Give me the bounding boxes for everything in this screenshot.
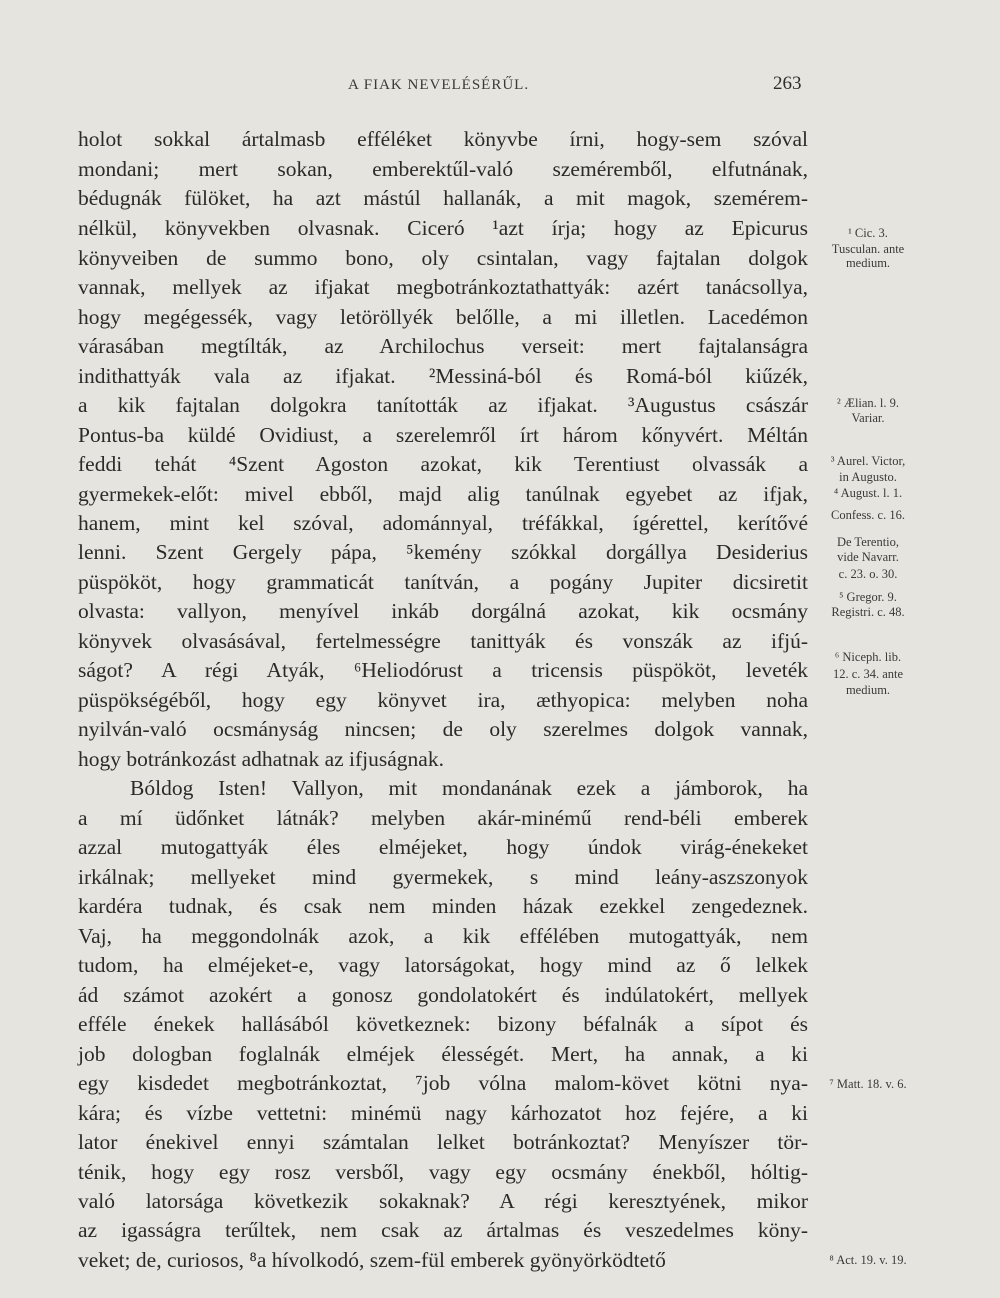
margin-note: vide Navarr. — [837, 550, 899, 564]
text-line: mondani; mert sokan, emberektűl-való szeméremből, elfutnának, — [78, 157, 808, 181]
text-line: irkálnak; mellyeket mind gyermekek, s mind leány-aszszonyok — [78, 865, 808, 889]
margin-note: ¹ Cic. 3. — [848, 226, 888, 240]
text-line: nyilván-való ocsmányság nincsen; de oly szerelmes dolgok vannak, — [78, 717, 808, 741]
text-line: ténik, hogy egy rosz versből, vagy egy ocsmány énekből, hóltig- — [78, 1160, 808, 1184]
margin-note: ⁴ August. l. 1. — [833, 486, 903, 500]
margin-note: Confess. c. 16. — [831, 508, 905, 522]
margin-note: ² Ælian. l. 9. — [836, 396, 900, 410]
margin-note: c. 23. o. 30. — [838, 567, 898, 581]
text-line: a mí üdőnket látnák? melyben akár-minémű rend-béli emberek — [78, 806, 808, 830]
text-line: Pontus-ba küldé Ovidiust, a szerelemről írt három kőnyvért. Méltán — [78, 423, 808, 447]
text-line: Vaj, ha meggondolnák azok, a kik effélében mutogattyák, nem — [78, 924, 808, 948]
text-line: holot sokkal ártalmasb efféléket könyvbe írni, hogy-sem szóval — [78, 127, 808, 151]
page-number: 263 — [773, 73, 802, 94]
margin-note: 12. c. 34. ante — [832, 667, 904, 681]
text-line: egy kisdedet megbotránkoztat, ⁷job vólna malom-követ kötni nya- — [78, 1071, 808, 1095]
text-line: lator énekivel ennyi számtalan lelket botránkoztat? Menyíszer tör- — [78, 1130, 808, 1154]
text-line: efféle énekek hallásából következnek: bizony béfalnák a sípot és — [78, 1012, 808, 1036]
text-line: olvasta: vallyon, menyível inkáb dorgálná azokat, kik ocsmány — [78, 599, 808, 623]
margin-note: Registri. c. 48. — [831, 605, 905, 619]
margin-note: ⁸ Act. 19. v. 19. — [829, 1253, 907, 1267]
text-line: hanem, mint kel szóval, adománnyal, tréfákkal, ígérettel, kerítővé — [78, 511, 808, 535]
text-line: a kik fajtalan dolgokra tanították az ifjakat. ³Augustus császár — [78, 393, 808, 417]
text-line: bédugnák fülöket, ha azt mástúl hallanák, a mit magok, szemérem- — [78, 186, 808, 210]
text-line: feddi tehát ⁴Szent Agoston azokat, kik Terentiust olvassák a — [78, 452, 808, 476]
text-line: tudom, ha elméjeket-e, vagy latorságokat, hogy mind az ő lelkek — [78, 953, 808, 977]
margin-note: in Augusto. — [839, 470, 897, 484]
text-line: azzal mutogattyák éles elméjeket, hogy úndok virág-énekeket — [78, 835, 808, 859]
margin-note: medium. — [845, 256, 891, 270]
margin-note: ⁶ Niceph. lib. — [834, 650, 902, 664]
text-line: Bóldog Isten! Vallyon, mit mondanának ezek a jámborok, ha — [130, 776, 808, 800]
text-line: lenni. Szent Gergely pápa, ⁵kemény szókkal dorgállya Desiderius — [78, 540, 808, 564]
margin-note: Variar. — [851, 411, 885, 425]
margin-note: ⁷ Matt. 18. v. 6. — [829, 1077, 907, 1091]
margin-note: ³ Aurel. Victor, — [830, 454, 906, 468]
text-line: indithattyák vala az ifjakat. ²Messiná-ból és Romá-ból kiűzék, — [78, 364, 808, 388]
text-line: könyveiben de summo bono, oly csintalan, vagy fajtalan dolgok — [78, 246, 808, 270]
running-title: A FIAK NEVELÉSÉRŰL. — [348, 77, 530, 93]
text-line: veket; de, curiosos, ⁸a hívolkodó, szem-fül emberek gyönyörködtető — [78, 1248, 666, 1272]
margin-note: ⁵ Gregor. 9. — [839, 590, 897, 604]
text-line: ságot? A régi Atyák, ⁶Heliodórust a tricensis püspököt, leveték — [78, 658, 808, 682]
text-line: várasában megtílták, az Archilochus verseit: mert fajtalanságra — [78, 334, 808, 358]
text-line: kardéra tudnak, és csak nem minden házak ezekkel zengedeznek. — [78, 894, 808, 918]
text-line: hogy megégessék, vagy letöröllyék belőlle, a mi illetlen. Lacedémon — [78, 305, 808, 329]
text-line: püspökségéből, hogy egy könyvet ira, æthyopica: melyben noha — [78, 688, 808, 712]
text-line: könyvek olvasásával, fertelmességre tanittyák és vonszák az ifjú- — [78, 629, 808, 653]
margin-note: De Terentio, — [836, 535, 900, 549]
text-line: kára; és vízbe vettetni: minémü nagy kárhozatot hoz fejére, a ki — [78, 1101, 808, 1125]
text-line: vannak, mellyek az ifjakat megbotránkoztathattyák: azért tanácsollya, — [78, 275, 808, 299]
text-line: nélkül, könyvekben olvasnak. Ciceró ¹azt írja; hogy az Epicurus — [78, 216, 808, 240]
text-line: gyermekek-előt: mivel ebből, majd alig tanúlnak egyebet az ifjak, — [78, 482, 808, 506]
text-line: az igasságra terűltek, nem csak az ártalmas és veszedelmes köny- — [78, 1218, 808, 1242]
margin-note: Tusculan. ante — [831, 242, 905, 256]
text-line: ád számot azokért a gonosz gondolatokért és indúlatokért, mellyek — [78, 983, 808, 1007]
text-line: job dologban foglalnák elméjek élességét. Mert, ha annak, a ki — [78, 1042, 808, 1066]
text-line: való latorsága következik sokaknak? A régi keresztyének, mikor — [78, 1189, 808, 1213]
margin-note: medium. — [845, 683, 891, 697]
text-line: hogy botránkozást adhatnak az ifjuságnak. — [78, 747, 444, 771]
text-line: püspököt, hogy grammaticát tanítván, a pogány Jupiter dicsiretit — [78, 570, 808, 594]
